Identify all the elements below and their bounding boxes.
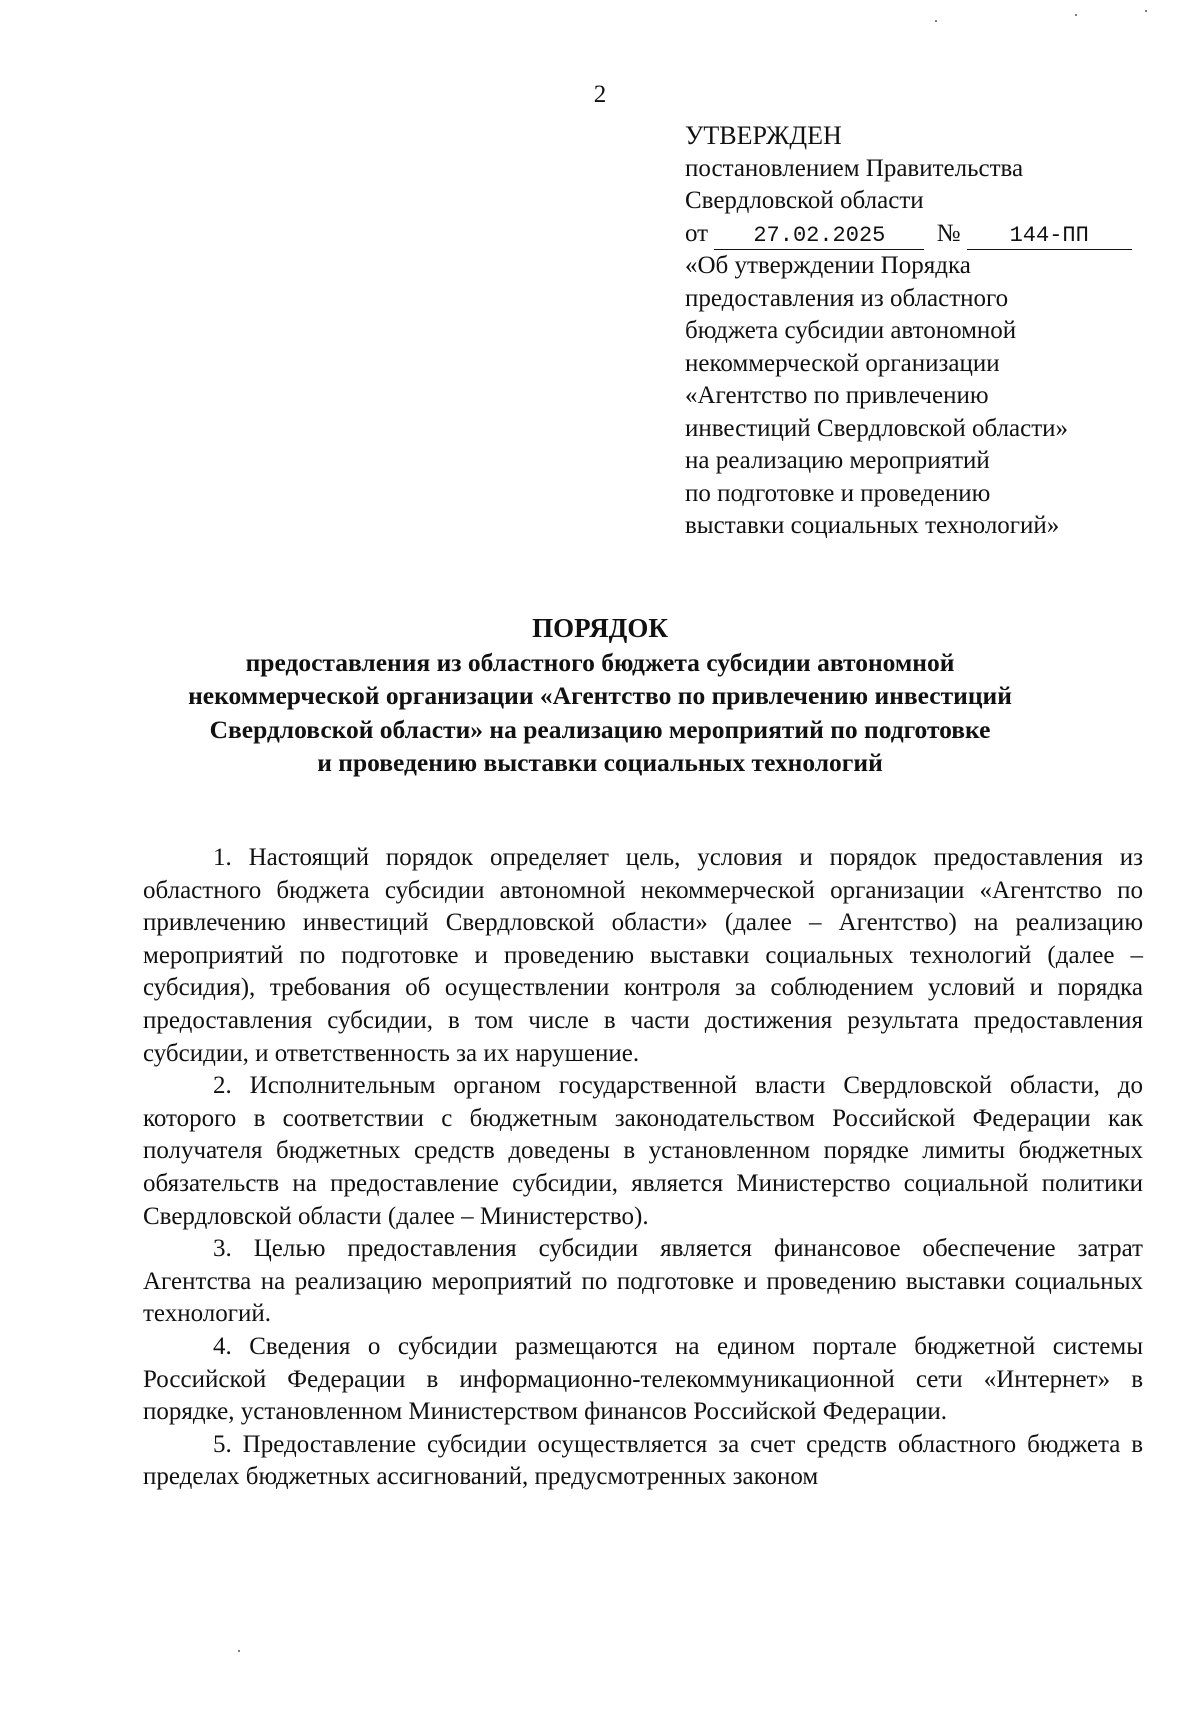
approval-heading: УТВЕРЖДЕН — [685, 121, 842, 150]
approval-subject-line: выставки социальных технологий» — [685, 512, 1060, 539]
title-subtitle-line: предоставления из областного бюджета субсидии автономной — [245, 647, 955, 677]
approval-subject-line: некоммерческой организации — [685, 349, 1000, 377]
approval-subject-line: инвестиций Свердловской области» — [685, 414, 1069, 442]
title-subtitle-line: и проведению выставки социальных технологий — [317, 748, 883, 777]
approval-line-1: постановлением Правительства — [685, 154, 1024, 182]
number-sign: № — [936, 219, 961, 247]
paragraph-3: 3. Целью предоставления субсидии является финансовое обеспечение затрат Агентства на реализацию мероприятий по подготовке и проведению выставки социальных технологий. — [143, 1235, 1143, 1328]
document-title — [100, 612, 1100, 780]
approval-subject-line: бюджета субсидии автономной — [685, 317, 1017, 344]
scan-artifact — [1145, 10, 1147, 12]
date-prefix: от — [685, 219, 709, 247]
document-body — [143, 842, 1143, 1494]
approval-subject-line: на реализацию мероприятий — [685, 447, 990, 474]
approval-subject-line: по подготовке и проведению — [685, 479, 991, 507]
paragraph-4: 4. Сведения о субсидии размещаются на едином портале бюджетной системы Российской Федерации в информационно-телекоммуникационной сети «Интернет» в порядке, установленном Министерством финансов Российской Федерации. — [143, 1332, 1143, 1426]
scan-artifact — [238, 1650, 240, 1652]
approval-stamp — [685, 120, 1145, 543]
approval-subject-line: «Об утверждении Порядка — [685, 252, 971, 279]
paragraph-2: 2. Исполнительным органом государственной власти Свердловской области, до которого в соответствии с бюджетным законодательством Российской Федерации как получателя бюджетных средств доведены в установленном порядке лимиты бюджетных обязательств на предоставление субсидии, является Министерство социальной политики Свердловской области (далее – Министерство). — [143, 1072, 1143, 1230]
approval-subject-line: «Агентство по привлечению — [685, 382, 989, 409]
scan-artifact — [1075, 14, 1077, 16]
approval-date: 27.02.2025 — [714, 223, 924, 250]
paragraph-1: 1. Настоящий порядок определяет цель, условия и порядок предоставления из областного бюджета субсидии автономной некоммерческой организации «Агентство по привлечению инвестиций Свердловской области» (далее – Агентство) на реализацию мероприятий по подготовке и проведению выставки социальных технологий (далее – субсидия), требования об осуществлении контроля за соблюдением условий и порядка предоставления субсидии, в том числе в части достижения результата предоставления субсидии, и ответственность за их нарушение. — [143, 844, 1143, 1067]
paragraph-5: 5. Предоставление субсидии осуществляется за счет средств областного бюджета в пределах бюджетных ассигнований, предусмотренных законом — [143, 1430, 1143, 1491]
title-subtitle-line: Свердловской области» на реализацию мероприятий по подготовке — [209, 714, 991, 744]
approval-subject-line: предоставления из областного — [685, 284, 1009, 312]
scan-artifact — [935, 20, 937, 22]
approval-date-row — [685, 218, 1145, 251]
title-heading: ПОРЯДОК — [532, 613, 668, 643]
title-subtitle-line: некоммерческой организации «Агентство по привлечению инвестиций — [188, 681, 1012, 710]
approval-line-2: Свердловской области — [685, 187, 924, 214]
page-number: 2 — [593, 81, 607, 108]
approval-number: 144-ПП — [967, 223, 1132, 250]
